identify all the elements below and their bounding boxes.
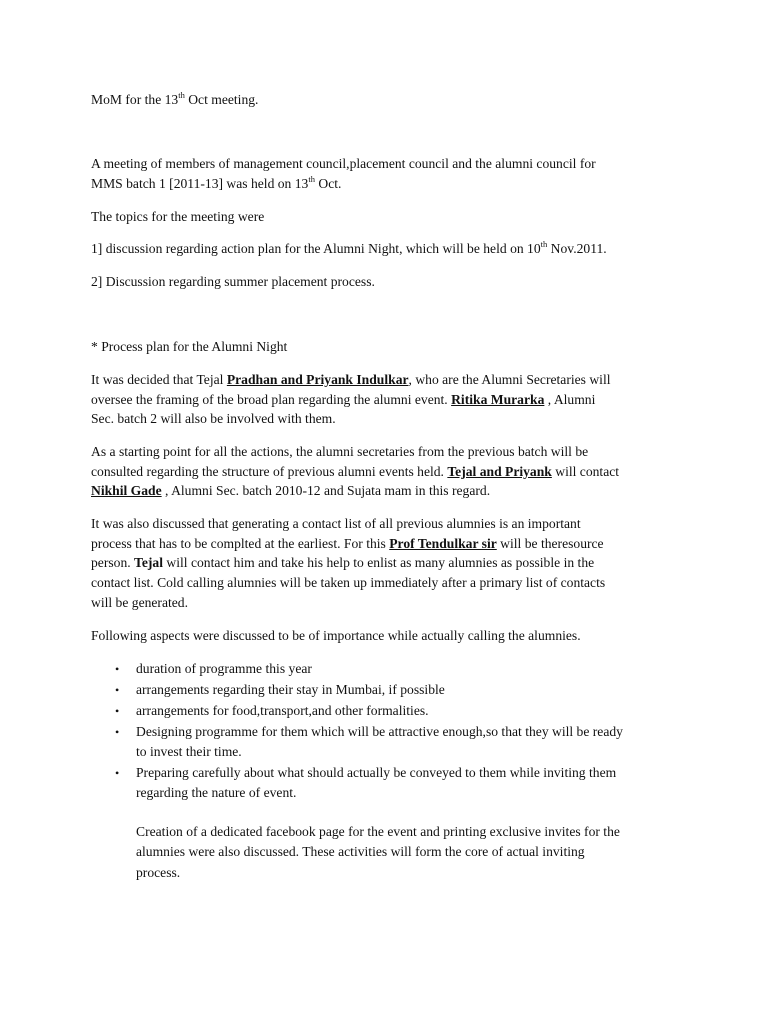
list-item: • duration of programme this year: [91, 659, 691, 679]
section-heading: * Process plan for the Alumni Night: [91, 339, 288, 354]
paragraph-secretaries: It was decided that Tejal Pradhan and Priyank Indulkar, who are the Alumni Secretaries will oversee the framing of the broad plan regarding the alumni event. Ritika Murarka , Alumni Sec. batch 2 will also be involved with them.: [91, 372, 611, 427]
paragraph-contact-list: It was also discussed that generating a contact list of all previous alumnies is an important process that has to be complted at the earliest. For this Prof Tendulkar sir will be theresource person. Tejal will contact him and take his help to enlist as many alumnies as possible in the contact list. Cold calling alumnies will be taken up immediately after a primary list of contacts will be generated.: [91, 516, 606, 610]
highlight-name: Tejal: [134, 555, 163, 571]
document-title: MoM for the 13th Oct meeting.: [91, 90, 259, 107]
bullet-icon: •: [115, 662, 120, 676]
bullet-icon: •: [115, 683, 120, 697]
highlight-name: Ritika Murarka: [451, 391, 545, 407]
paragraph-previous-batch: As a starting point for all the actions, the alumni secretaries from the previous batch will be consulted regarding the structure of previous alumni events held. Tejal and Priyank will contact Nikhil Gade , Alumni Sec. batch 2010-12 and Sujata mam in this regard.: [91, 444, 620, 499]
list-item: • Preparing carefully about what should actually be conveyed to them while inviting them: [91, 763, 691, 783]
bullet-icon: •: [115, 704, 120, 718]
topics-heading: The topics for the meeting were: [91, 209, 265, 224]
list-item-continuation: to invest their time.: [136, 744, 242, 759]
highlight-name: Nikhil Gade: [91, 483, 162, 499]
highlight-name: Prof Tendulkar sir: [389, 535, 497, 551]
list-item: • arrangements for food,transport,and other formalities.: [91, 701, 691, 721]
highlight-name: Pradhan and Priyank Indulkar: [226, 372, 409, 387]
topic-1: 1] discussion regarding action plan for the Alumni Night, which will be held on 10th Nov.2011.: [91, 239, 607, 256]
aspects-intro: Following aspects were discussed to be of importance while actually calling the alumnies.: [91, 628, 581, 643]
bullet-icon: •: [115, 766, 120, 780]
topic-2: 2] Discussion regarding summer placement process.: [91, 274, 375, 289]
list-item: • arrangements regarding their stay in Mumbai, if possible: [91, 680, 691, 700]
aspects-list: [91, 659, 691, 804]
list-item-continuation: regarding the nature of event.: [136, 785, 297, 800]
intro-paragraph: A meeting of members of management council,placement council and the alumni council for MMS batch 1 [2011-13] was held on 13th Oct.: [91, 156, 596, 191]
list-item: • Designing programme for them which will be attractive enough,so that they will be ready: [91, 722, 691, 742]
highlight-name: Tejal and Priyank: [447, 463, 552, 479]
bullet-icon: •: [115, 725, 120, 739]
closing-paragraph: Creation of a dedicated facebook page for the event and printing exclusive invites for the alumnies were also discussed. These activities will form the core of actual inviting process.: [136, 824, 620, 880]
